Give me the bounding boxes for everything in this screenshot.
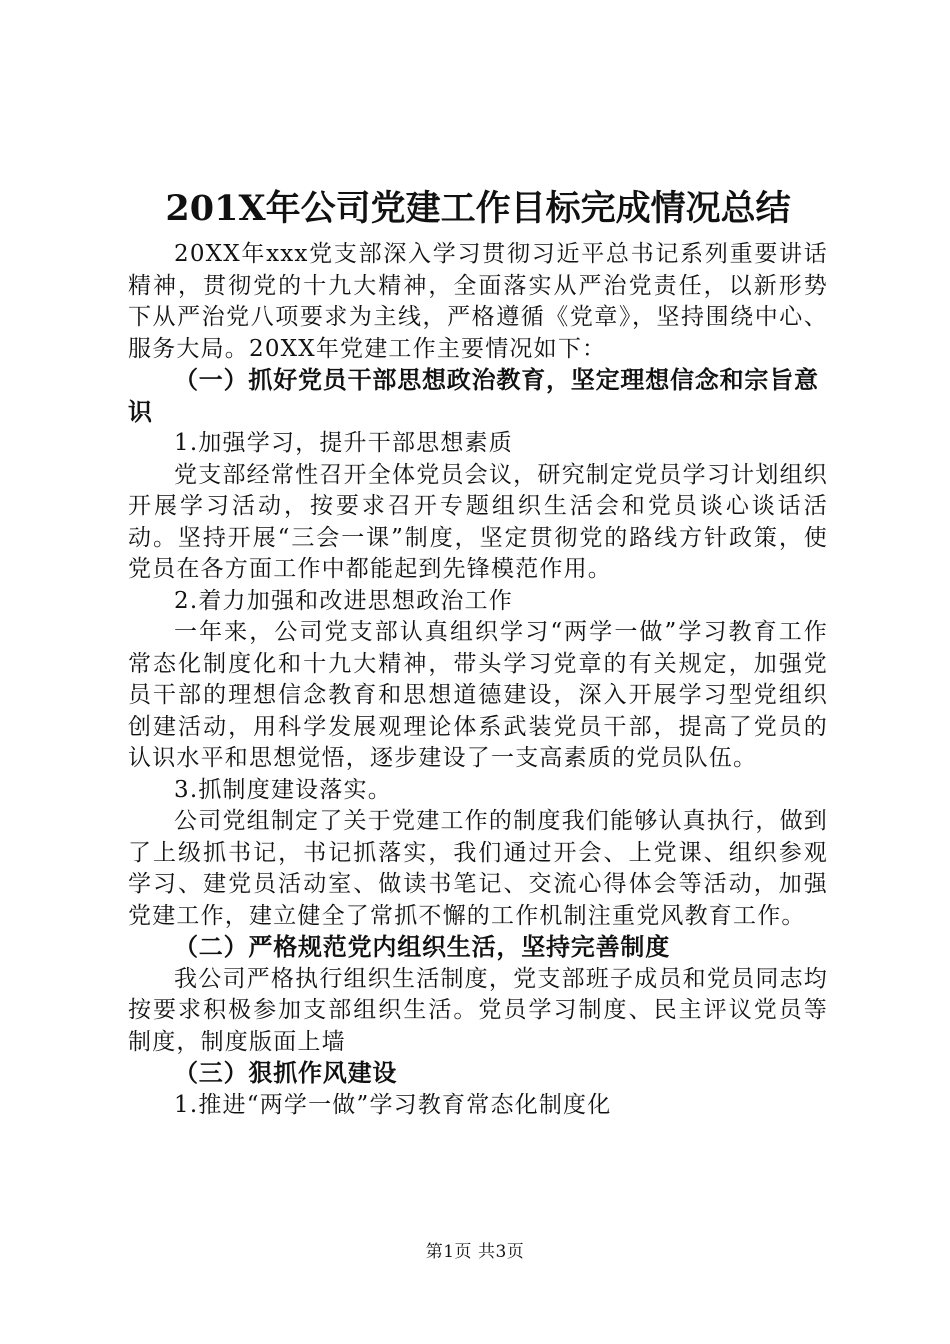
- section-2-body: 我公司严格执行组织生活制度，党支部班子成员和党员同志均按要求积极参加支部组织生活。党员学习制度、民主评议党员等制度，制度版面上墙: [128, 965, 828, 1055]
- section-3-item-1-title: 1.推进“两学一做”学习教育常态化制度化: [174, 1091, 612, 1118]
- section-1-item-1-title: 1.加强学习，提升干部思想素质: [174, 430, 513, 456]
- section-1-item-3-body: 公司党组制定了关于党建工作的制度我们能够认真执行，做到了上级抓书记，书记抓落实，我们通过开会、上党课、组织参观学习、建党员活动室、做读书笔记、交流心得体会等活动，加强党建工作，建立健全了常抓不懈的工作机制注重党风教育工作。: [128, 808, 828, 929]
- page-number-footer: 第1页 共3页: [425, 1242, 525, 1262]
- document-body: [128, 183, 828, 1121]
- section-2-heading: （二）严格规范党内组织生活，坚持完善制度: [174, 933, 670, 961]
- intro-paragraph: 20XX年xxx党支部深入学习贯彻习近平总书记系列重要讲话精神，贯彻党的十九大精神，全面落实从严治党责任，以新形势下从严治党八项要求为主线，严格遵循《党章》，坚持围绕中心、服务大局。20XX年党建工作主要情况如下：: [128, 241, 828, 362]
- section-1-item-3-title: 3.抓制度建设落实。: [174, 776, 392, 803]
- section-1-item-2-body: 一年来，公司党支部认真组织学习“两学一做”学习教育工作常态化制度化和十九大精神，带头学习党章的有关规定，加强党员干部的理想信念教育和思想道德建设，深入开展学习型党组织创建活动，用科学发展观理论体系武装党员干部，提高了党员的认识水平和思想觉悟，逐步建设了一支高素质的党员队伍。: [128, 619, 828, 771]
- section-1-item-2-title: 2.着力加强和改进思想政治工作: [174, 587, 513, 614]
- section-3-heading: （三）狠抓作风建设: [174, 1059, 398, 1087]
- document-title: 201X年公司党建工作目标完成情况总结: [165, 188, 791, 229]
- section-1-heading: （一）抓好党员干部思想政治教育，坚定理想信念和宗旨意识: [128, 366, 819, 426]
- section-1-item-1-body: 党支部经常性召开全体党员会议，研究制定党员学习计划组织开展学习活动，按要求召开专题组织生活会和党员谈心谈话活动。坚持开展“三会一课”制度，坚定贯彻党的路线方针政策，使党员在各方面工作中都能起到先锋模范作用。: [128, 461, 828, 582]
